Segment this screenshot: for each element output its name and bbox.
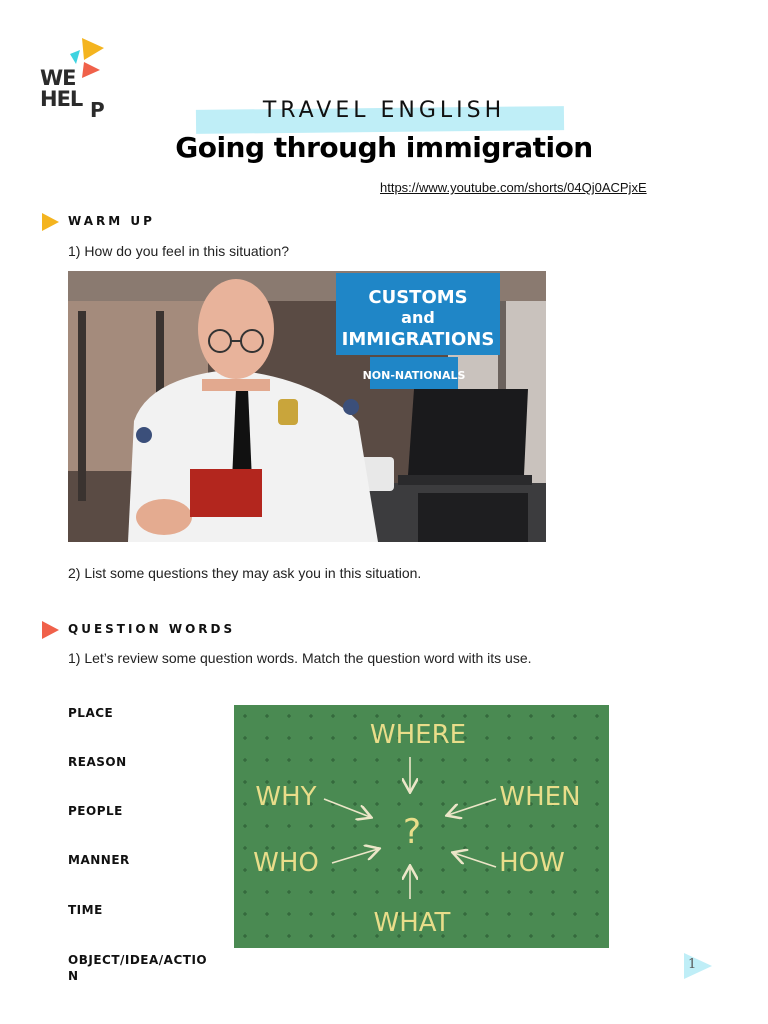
chalk-why: WHY bbox=[255, 782, 317, 812]
chalk-who: WHO bbox=[253, 848, 319, 878]
question-words-arrow-icon bbox=[42, 621, 59, 639]
logo-line-help: HEL bbox=[40, 87, 83, 111]
sign-and-text: and bbox=[401, 308, 435, 327]
chalk-question-mark: ? bbox=[402, 812, 422, 852]
logo-line-we: WE bbox=[40, 66, 76, 90]
logo-tail: P bbox=[90, 98, 104, 122]
question-words-chalkboard bbox=[234, 705, 609, 948]
use-manner: MANNER bbox=[68, 853, 130, 867]
kicker-title: TRAVEL ENGLISH bbox=[262, 98, 506, 123]
chalk-how: HOW bbox=[499, 848, 565, 878]
use-object-idea-action-wrap: N bbox=[68, 969, 79, 983]
video-link[interactable]: https://www.youtube.com/shorts/04Qj0ACPjxE bbox=[380, 180, 647, 195]
chalk-when: WHEN bbox=[499, 782, 581, 812]
question-words-question-1: 1) Let’s review some question words. Match the question word with its use. bbox=[68, 650, 532, 666]
section-heading-question-words: QUESTION WORDS bbox=[68, 622, 236, 636]
page-title: Going through immigration bbox=[175, 131, 593, 164]
use-object-idea-action: OBJECT/IDEA/ACTIO bbox=[68, 953, 208, 967]
use-reason: REASON bbox=[68, 755, 127, 769]
sign-immigrations-text: IMMIGRATIONS bbox=[341, 329, 495, 350]
use-people: PEOPLE bbox=[68, 804, 123, 818]
page-number-badge bbox=[684, 951, 714, 981]
section-heading-warm-up: WARM UP bbox=[68, 214, 155, 228]
sign-customs-text: CUSTOMS bbox=[368, 287, 468, 308]
immigration-officer-photo bbox=[68, 271, 546, 542]
warm-up-question-2: 2) List some questions they may ask you in this situation. bbox=[68, 565, 422, 581]
warm-up-arrow-icon bbox=[42, 213, 59, 231]
chalk-where: WHERE bbox=[369, 720, 467, 750]
use-time: TIME bbox=[68, 903, 103, 917]
use-place: PLACE bbox=[68, 706, 114, 720]
sign-non-nationals-text: NON-NATIONALS bbox=[362, 369, 466, 382]
page-number: 1 bbox=[688, 957, 697, 972]
chalk-what: WHAT bbox=[373, 908, 451, 938]
warm-up-question-1: 1) How do you feel in this situation? bbox=[68, 243, 290, 259]
